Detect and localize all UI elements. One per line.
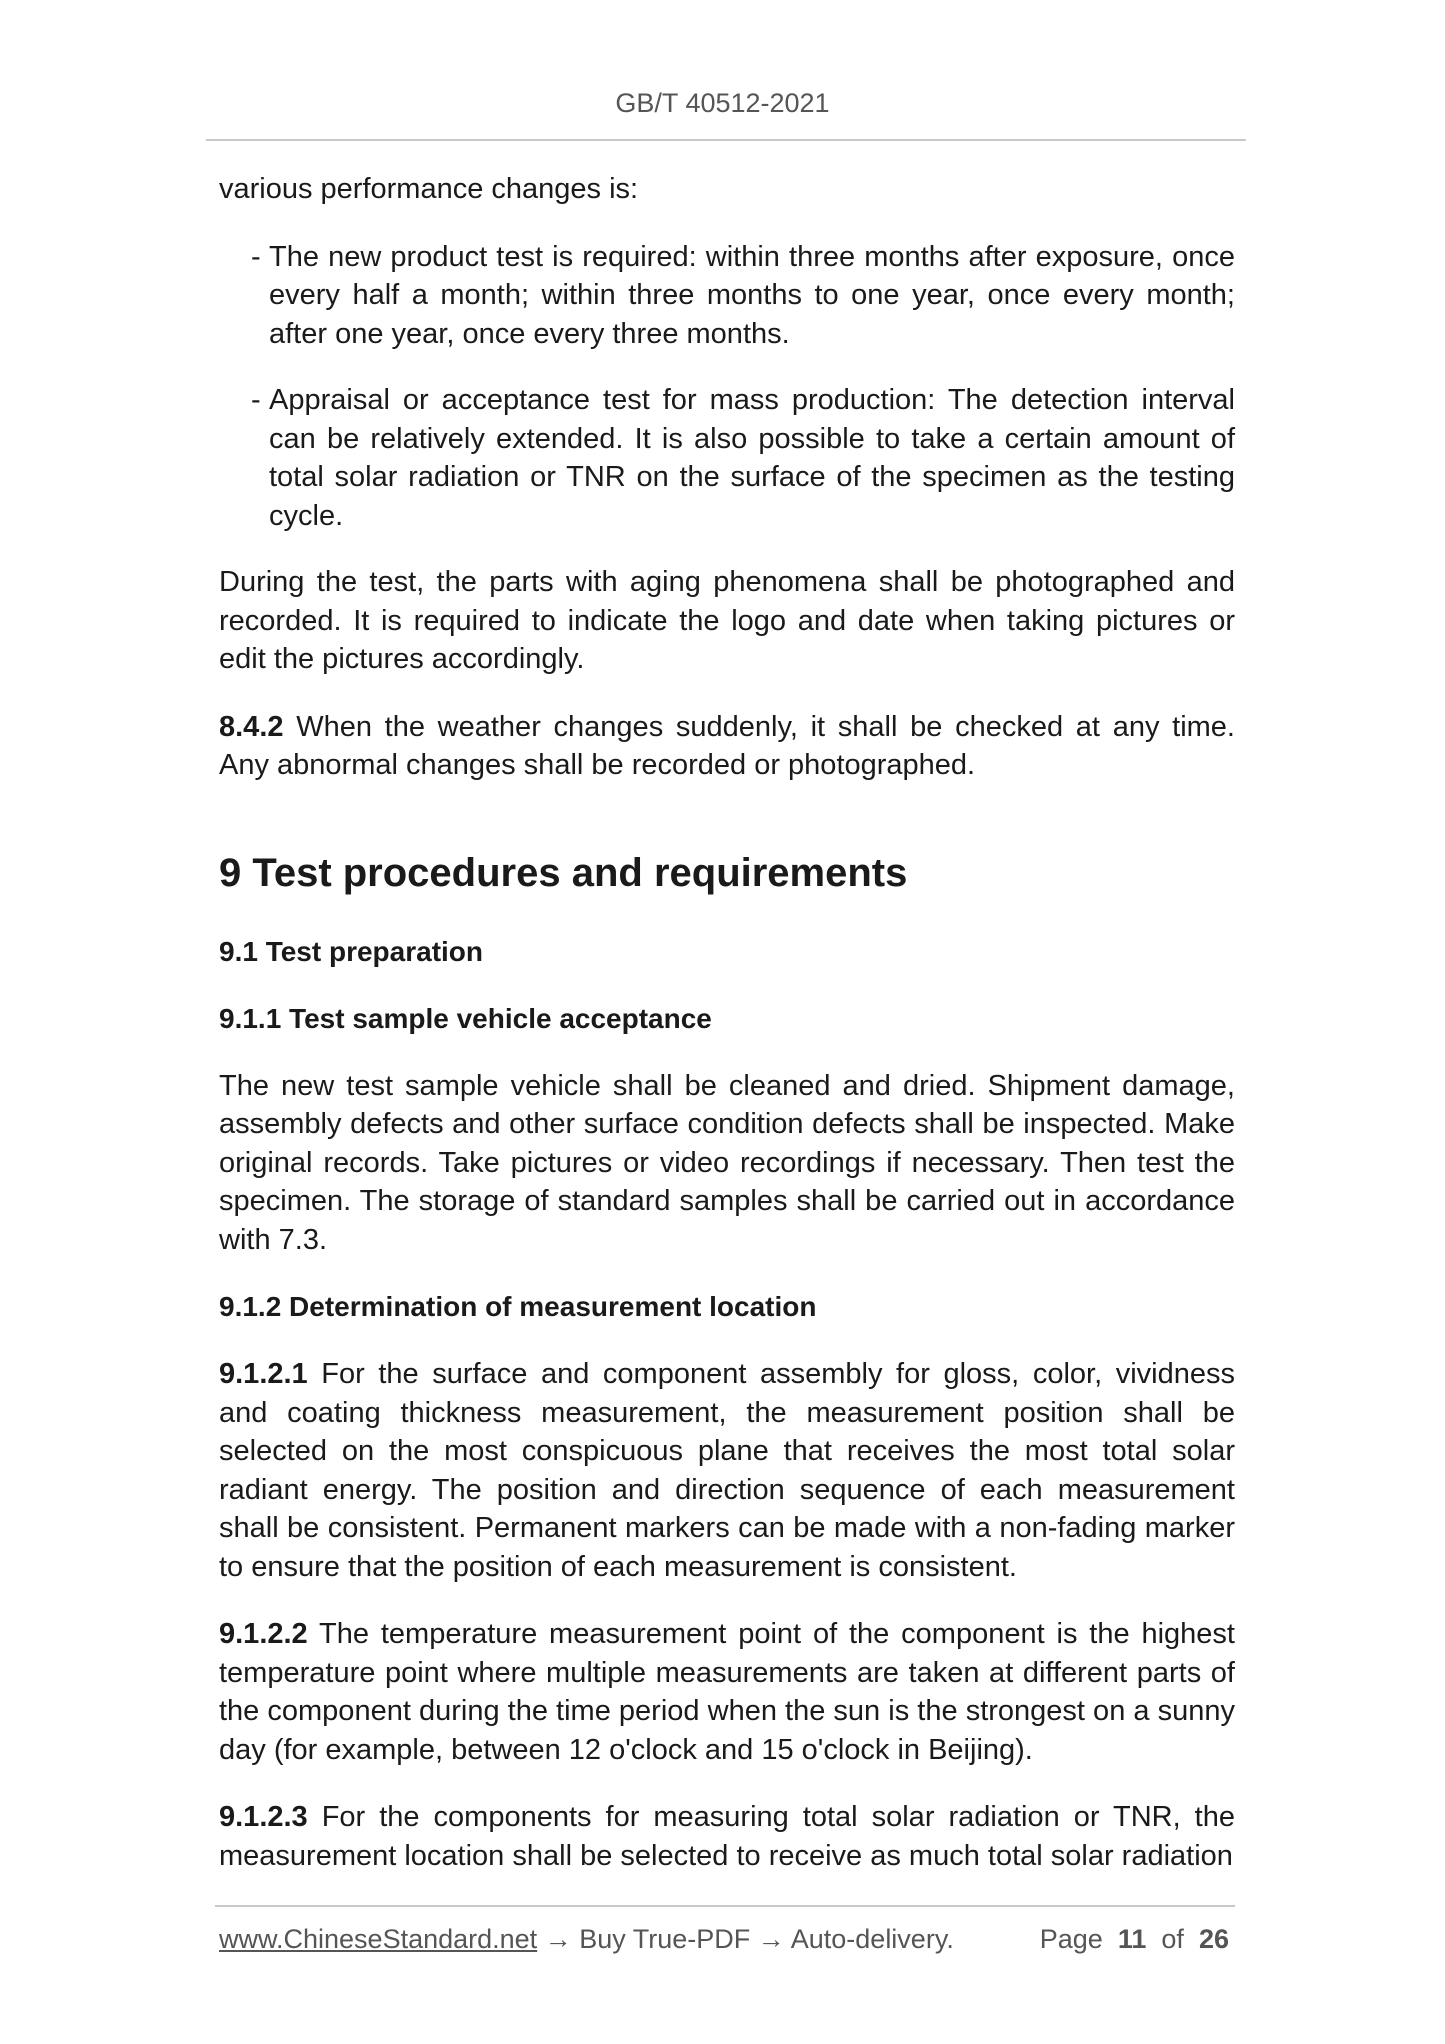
clause-number: 9.1.2.3 (219, 1801, 308, 1833)
footer-promo (219, 1924, 954, 1955)
page-footer (219, 1924, 1229, 1955)
intro-paragraph: various performance changes is: (219, 173, 639, 205)
of-word: of (1161, 1924, 1184, 1954)
clause-9-1-1-text: The new test sample vehicle shall be cleaned and dried. Shipment damage, assembly defects and other surface condition defects shall be inspected. Make original records. Take pictures or video recordings if necessary. Then test the specimen. The storage of standard samples shall be carried out in accordance with 7.3. (219, 1069, 1235, 1256)
section-heading-9: 9 Test procedures and requirements (219, 850, 908, 895)
header-divider (206, 139, 1246, 141)
section-heading-9-1-1: 9.1.1 Test sample vehicle acceptance (219, 1002, 712, 1034)
bullet-item (251, 381, 1235, 535)
clause-9-1-2-1 (219, 1355, 1235, 1586)
total-page-number: 26 (1198, 1924, 1229, 1954)
bullet-dash: - (251, 240, 261, 273)
clause-text: For the surface and component assembly for gloss, color, vividness and coating thickness measurement, the measurement position shall be selected on the most conspicuous plane that receives the most total solar radiant energy. The position and direction sequence of each measurement shall be consistent. Permanent markers can be made with a non-fading marker to ensure that the position of each measurement is consistent. (219, 1358, 1235, 1583)
bullet-text: Appraisal or acceptance test for mass production: The detection interval can be relatively extended. It is also possible to take a certain amount of total solar radiation or TNR on the surface of the specimen as the testing cycle. (269, 384, 1235, 532)
page-word: Page (1039, 1924, 1103, 1954)
footer-promo-text: → Buy True-PDF → Auto-delivery. (537, 1924, 954, 1954)
clause-number: 8.4.2 (219, 710, 284, 743)
bullet-item (251, 238, 1235, 354)
clause-text: When the weather changes suddenly, it shall be checked at any time. Any abnormal changes shall be recorded or photographed. (219, 710, 1235, 781)
photo-record-paragraph: During the test, the parts with aging phenomena shall be photographed and recorded. It is required to indicate the logo and date when taking pictures or edit the pictures accordingly. (219, 566, 1235, 675)
section-heading-9-1: 9.1 Test preparation (219, 935, 484, 967)
bullet-dash: - (251, 384, 261, 416)
clause-9-1-2-2 (219, 1615, 1235, 1769)
page-header-title: GB/T 40512-2021 (615, 88, 830, 118)
clause-number: 9.1.2.1 (219, 1358, 308, 1390)
website-link[interactable]: www.ChineseStandard.net (219, 1924, 538, 1954)
clause-9-1-2-3 (219, 1798, 1235, 1875)
section-heading-9-1-2: 9.1.2 Determination of measurement location (219, 1291, 817, 1322)
clause-number: 9.1.2.2 (219, 1618, 308, 1650)
footer-divider (215, 1905, 1235, 1907)
clause-text: For the components for measuring total solar radiation or TNR, the measurement location shall be selected to receive as much total solar radiation (219, 1801, 1235, 1872)
page-indicator (1040, 1924, 1229, 1955)
bullet-text: The new product test is required: within three months after exposure, once every half a month; within three months to one year, once every month; after one year, once every three months. (269, 240, 1235, 350)
clause-8-4-2 (219, 708, 1235, 785)
current-page-number: 11 (1117, 1924, 1147, 1954)
clause-text: The temperature measurement point of the component is the highest temperature point where multiple measurements are taken at different parts of the component during the time period when the sun is the strongest on a sunny day (for example, between 12 o'clock and 15 o'clock in Beijing). (219, 1618, 1235, 1766)
document-body (219, 170, 1235, 1904)
